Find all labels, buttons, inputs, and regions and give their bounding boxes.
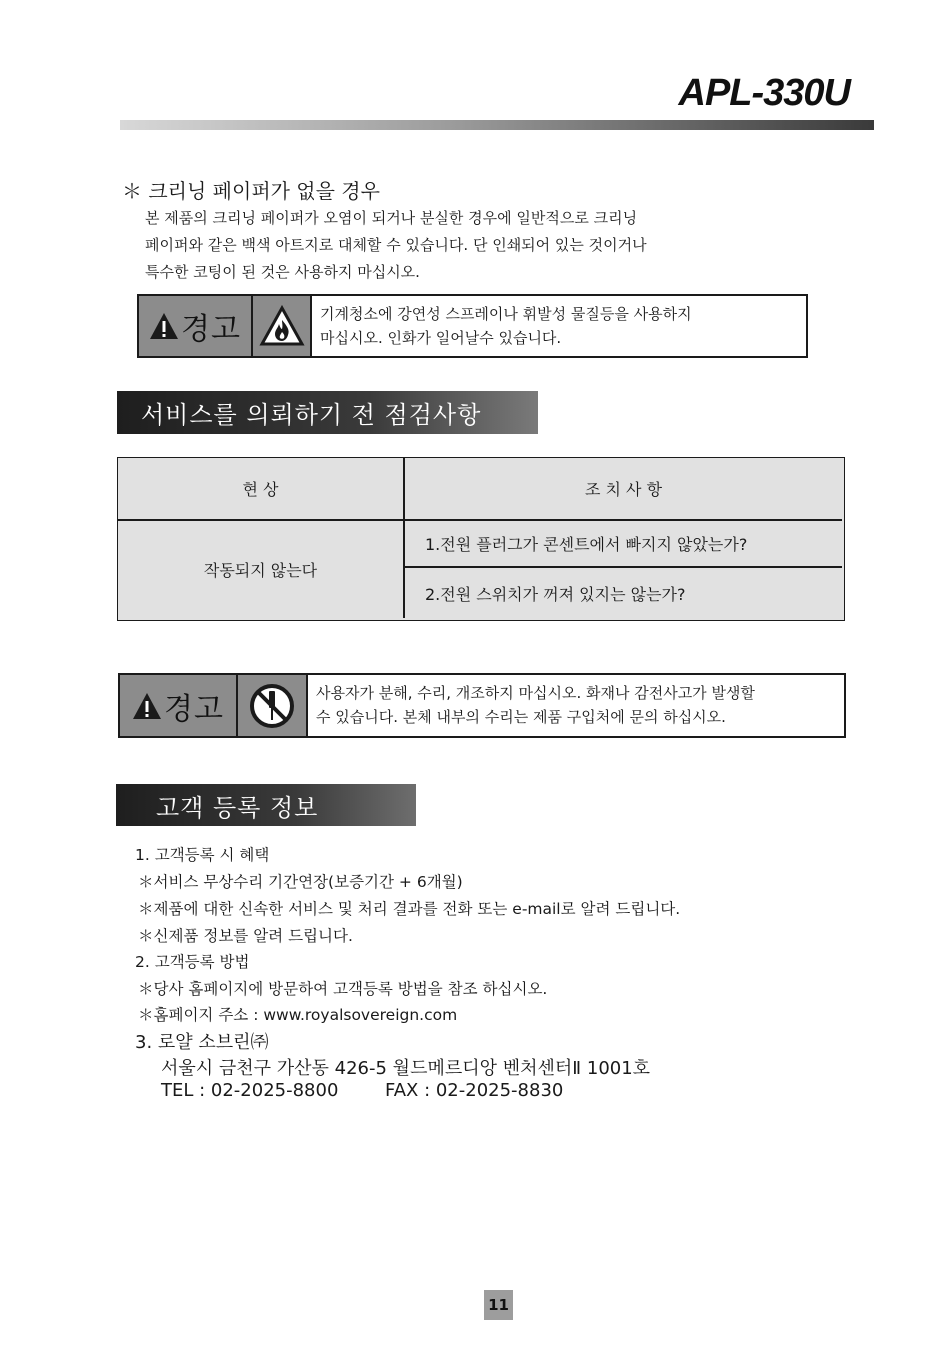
warning-line: 마십시오. 인화가 일어날수 있습니다. bbox=[320, 329, 562, 347]
column-header-action: 조 치 사 항 bbox=[584, 480, 663, 499]
method-item: ＊홈페이지 주소 : www.royalsovereign.com bbox=[138, 1006, 458, 1024]
service-check-heading bbox=[117, 391, 538, 434]
warning-message bbox=[308, 675, 763, 736]
service-check-table bbox=[117, 457, 845, 621]
service-check-title: 서비스를 의뢰하기 전 점검사항 bbox=[141, 401, 482, 429]
cleaning-line: 특수한 코팅이 된 것은 사용하지 마십시오. bbox=[145, 263, 420, 281]
benefit-item: ＊제품에 대한 신속한 서비스 및 처리 결과를 전화 또는 e-mail로 알려 드립니다. bbox=[138, 900, 681, 918]
warning-label-text: 경고 bbox=[164, 691, 224, 727]
benefit-item: ＊신제품 정보를 알려 드립니다. bbox=[138, 927, 353, 945]
action-cell: 2.전원 스위치가 꺼져 있지는 않는가? bbox=[425, 584, 686, 604]
fire-warning-icon bbox=[259, 305, 305, 347]
page-number: 11 bbox=[484, 1290, 513, 1320]
company-title: 3. 로얄 소브린㈜ bbox=[135, 1032, 269, 1053]
benefit-item: ＊서비스 무상수리 기간연장(보증기간 + 6개월) bbox=[138, 873, 463, 891]
cleaning-line: 본 제품의 크리닝 페이퍼가 오염이 되거나 분실한 경우에 일반적으로 크리닝 bbox=[145, 209, 638, 227]
benefits-title: 1. 고객등록 시 혜택 bbox=[135, 846, 270, 864]
company-address: 서울시 금천구 가산동 426-5 월드메르디앙 벤처센터Ⅱ 1001호 bbox=[161, 1058, 651, 1079]
fire-warning-icon-cell bbox=[253, 296, 312, 356]
warning-triangle-icon bbox=[149, 312, 179, 340]
header-bar bbox=[120, 120, 874, 130]
company-tel: TEL : 02-2025-8800 bbox=[161, 1080, 339, 1101]
customer-info-heading bbox=[116, 784, 416, 826]
warning-line: 기계청소에 강연성 스프레이나 휘발성 물질등을 사용하지 bbox=[320, 305, 692, 323]
action-cell: 1.전원 플러그가 콘센트에서 빠지지 않았는가? bbox=[425, 534, 748, 554]
no-disassembly-icon-cell bbox=[238, 675, 308, 736]
model-name: APL-330U bbox=[678, 72, 850, 114]
warning-label bbox=[139, 296, 253, 356]
method-title: 2. 고객등록 방법 bbox=[135, 953, 250, 971]
warning-box-fire bbox=[137, 294, 808, 358]
warning-label-text: 경고 bbox=[181, 312, 241, 347]
company-fax: FAX : 02-2025-8830 bbox=[385, 1080, 564, 1101]
warning-line: 사용자가 분해, 수리, 개조하지 마십시오. 화재나 감전사고가 발생할 bbox=[316, 684, 755, 702]
customer-info-title: 고객 등록 정보 bbox=[156, 793, 319, 822]
symptom-cell: 작동되지 않는다 bbox=[203, 560, 318, 580]
warning-triangle-icon bbox=[132, 692, 162, 720]
cleaning-paper-text bbox=[145, 205, 785, 286]
cleaning-paper-title: ＊ 크리닝 페이퍼가 없을 경우 bbox=[122, 179, 380, 203]
no-disassembly-icon bbox=[248, 682, 296, 730]
column-header-symptom: 현 상 bbox=[242, 480, 279, 499]
warning-line: 수 있습니다. 본체 내부의 수리는 제품 구입처에 문의 하십시오. bbox=[316, 708, 726, 726]
cleaning-line: 페이퍼와 같은 백색 아트지로 대체할 수 있습니다. 단 인쇄되어 있는 것이거나 bbox=[145, 236, 647, 254]
warning-label bbox=[120, 675, 238, 736]
warning-box-disassembly bbox=[118, 673, 846, 738]
method-item: ＊당사 홈페이지에 방문하여 고객등록 방법을 참조 하십시오. bbox=[138, 980, 548, 998]
warning-message bbox=[312, 296, 700, 356]
